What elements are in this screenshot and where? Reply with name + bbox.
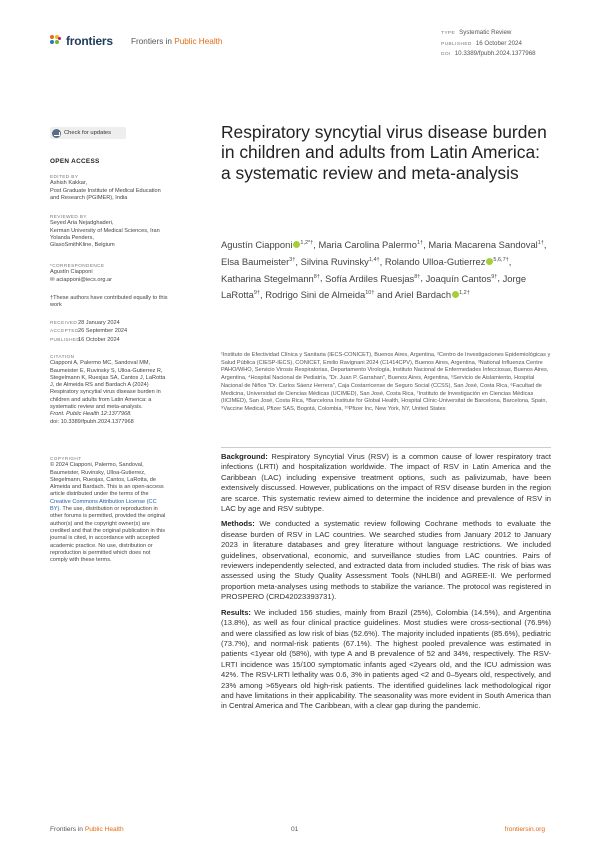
divider <box>221 447 551 448</box>
abstract <box>221 452 551 712</box>
author-affiliation-marks: 1,2*† <box>300 240 314 246</box>
meta-value[interactable]: 10.3389/fpubh.2024.1377968 <box>454 50 536 58</box>
frontiers-logo[interactable] <box>50 34 113 48</box>
author[interactable]: Sofía Ardiles Ruesjas$^{8\dagger}$ <box>325 272 421 284</box>
author-affiliation-marks: 10† <box>365 290 375 297</box>
date-key: RECEIVED <box>50 320 78 325</box>
abstract-section <box>221 519 551 602</box>
author-affiliation-marks: 3† <box>289 256 296 263</box>
author[interactable]: Silvina Ruvinsky$^{1,4\dagger}$ <box>300 255 380 267</box>
article-dates <box>50 319 168 344</box>
brand-name: frontiers <box>66 34 113 48</box>
open-access-label: OPEN ACCESS <box>50 158 100 165</box>
date-value: 16 October 2024 <box>78 336 120 343</box>
author-affiliation-marks: 1,2† <box>459 290 470 297</box>
author[interactable]: Jorge LaRotta$^{9\dagger}$ <box>221 272 527 301</box>
abstract-heading: Methods: <box>221 519 255 529</box>
author-affiliation-marks: 5,6,7† <box>493 256 509 263</box>
affiliations: ¹Instituto de Efectividad Clínica y Sanitaria (IECS-CONICET), Buenos Aires, Argentina, ²Centro de Investigaciones Epidemiológicas y Salud Pública (CIESP-IECS), CONICET, Emilio Ravignani 2024 (C1414CPV), Buenos Aires, Argentina, ³National Influenza Centre PAHO/WHO, Servicio Virosis Respiratorias, Departamento Virología, Instituto Nacional de Enfermedades Infecciosas, Buenos Aires, Argentina, ⁴Hospital Nacional de Pediatría, "Dr. Juan P. Garrahan", Buenos Aires, Argentina, ⁵Servicio de Aislamiento, Hospital Nacional de Niños "Dr. Carlos Sáenz Herrera", Caja Costarricense de Seguro Social (CCSS), San José, Costa Rica, ⁶Facultad de Medicina, Universidad de Ciencias Médicas (UCIMED), San José, Costa Rica, ⁷Instituto de Investigación en Ciencias Médicas (IICIMED), San José, Costa Rica, ⁸Barcelona Institute for Global Health, Hospital Clínic-Universitat de Barcelona, Barcelona, Spain, ⁹Vaccine Medical, Pfizer SAS, Bogotá, Colombia, ¹⁰Pfizer Inc, New York, NY, United States <box>221 352 551 412</box>
meta-row <box>441 39 536 50</box>
abstract-text: Respiratory Syncytial Virus (RSV) is a common cause of lower respiratory tract infections (LRTI) and hospitalization worldwide. The impact of RSV in Latin America and the Caribbean (LAC) including expensive treatment options, such as palivizumab, have been extensively discussed. However, publications on the impact of RSV disease burden in the region are scarce. This systematic review aimed to determine the incidence and prevalence of RSV in LAC by age and RSV subtype. <box>221 452 551 514</box>
author[interactable]: Joaquín Cantos$^{9\dagger}$ <box>425 272 498 284</box>
footer-site-link[interactable]: frontiersin.org <box>504 826 545 833</box>
correspondence: *CORRESPONDENCE Agustín Ciapponi ✉ aciapponi@iecs.org.ar <box>50 263 112 283</box>
author-affiliation-marks: 8† <box>414 273 421 280</box>
author-affiliation-marks: 8† <box>313 273 320 280</box>
edited-by: EDITED BY Ashish Kakkar, Post Graduate Institute of Medical Education and Research (PGIMER), India <box>50 174 161 201</box>
author-affiliation-marks: 1† <box>537 240 544 246</box>
abstract-section <box>221 452 551 514</box>
abstract-text: We included 156 studies, mainly from Brazil (25%), Colombia (14.5%), and Argentina (13.8%), as well as four clinical practice guidelines. Most studies were cross-sectional (76.9%) and were classified as low risk of bias (52.6%). The majority included inpatients (85.6%), pediatric (73.7%), and normal-risk patients (67.1%). The highest pooled prevalence was estimated in patients <1year old (58%), with type A and B prevalence of 52 and 34%, respectively. The RSV-LRTI incidence was 15/100 symptomatic infants aged <2years old, and the ICU admission was 42%. The RSV-LRTI lethality was 0.6, 3% in patients aged <2 and 0–5years old, respectively, and 23% among >65years old high-risk patients. The identified guidelines lack methodological rigor and have limitations in their applicability. The seasonality was more evident in South America than in Central America and The Caribbean, with a clear gap during the pandemic. <box>221 607 551 711</box>
citation: CITATION Ciapponi A, Palermo MC, Sandoval MM, Baumeister E, Ruvinsky S, Ulloa-Gutierrez R, Stegelmann K, Ruesjas SA, Cantos J, LaRotta J, de Almeida RS and Bardach A (2024) Respiratory syncytial virus disease burden in children and adults from Latin America: a systematic review and meta-analysis. Front. Public Health 12:1377968. doi: 10.3389/fpubh.2024.1377968 <box>50 354 166 425</box>
author[interactable]: Agustín Ciapponi $^{1,2*\dagger}$ <box>221 239 314 251</box>
equal-contribution-note: †These authors have contributed equally to this work <box>50 295 168 309</box>
author-affiliation-marks: 9† <box>253 290 260 297</box>
author[interactable]: Elsa Baumeister$^{3\dagger}$ <box>221 255 296 267</box>
page-number: 01 <box>291 826 299 833</box>
date-key: ACCEPTED <box>50 328 79 334</box>
date-value: 26 September 2024 <box>78 328 128 335</box>
author[interactable]: Katharina Stegelmann$^{8\dagger}$ <box>221 272 320 284</box>
abstract-heading: Background: <box>221 452 268 461</box>
check-updates-icon <box>52 129 61 138</box>
reviewed-by: REVIEWED BY Seyed Aria Nejadghaderi, Kerman University of Medical Sciences, Iran Yolanda Penders, GlaxoSmithKline, Belgium <box>50 214 160 249</box>
author-affiliation-marks: 1,4† <box>368 256 380 263</box>
author-list: Agustín Ciapponi $^{1,2*\dagger}$, Maria Carolina Palermo$^{1\dagger}$, Maria Macarena Sandoval$^{1\dagger}$, Elsa Baumeister$^{3\dagger}$, Silvina Ruvinsky$^{1,4\dagger}$, Rolando Ulloa-Gutierrez $^{5,6,7\dagger}$, Katharina Stegelmann$^{8\dagger}$, Sofía Ardiles Ruesjas$^{8\dagger}$, Joaquín Cantos$^{9\dagger}$, Jorge LaRotta$^{9\dagger}$, Rodrigo Sini de Almeida$^{10\dagger}$ and Ariel Bardach $^{1,2\dagger}$ <box>221 239 547 301</box>
author[interactable]: Maria Carolina Palermo$^{1\dagger}$ <box>318 239 424 251</box>
date-row <box>50 336 168 344</box>
abstract-heading: Results: <box>221 607 251 617</box>
frontiers-logo-icon <box>50 35 62 47</box>
author[interactable]: Rodrigo Sini de Almeida$^{10\dagger}$ <box>265 289 375 301</box>
date-row <box>50 327 168 335</box>
cc-by-license-link[interactable]: Creative Commons Attribution License (CC BY) <box>50 498 157 513</box>
abstract-section <box>221 608 551 712</box>
meta-key: TYPE <box>441 31 456 36</box>
meta-row <box>441 28 536 39</box>
meta-value: 16 October 2024 <box>475 39 522 47</box>
author-affiliation-marks: 9† <box>491 273 498 280</box>
abstract-text: We conducted a systematic review following Cochrane methods to evaluate the disease burden of RSV in LAC countries. We searched studies from January 2012 to January 2023 in literature databases and grey literature without language restrictions. We included guidelines, observational, economic, and surveillance studies from LAC countries. Pairs of reviewers independently selected, and extracted data from included studies. The risk of bias was assessed using the Study Quality Assessment Tools (NHLBI) and AGREE-II. We performed proportion meta-analyses using methods to stabilize the variance. The protocol was registered in PROSPERO (CRD42023393731). <box>221 519 551 602</box>
check-for-updates-button[interactable]: Check for updates <box>50 127 126 139</box>
date-value: 28 January 2024 <box>78 320 120 326</box>
footer-journal[interactable]: Frontiers in Public Health <box>50 826 124 833</box>
orcid-icon[interactable] <box>452 291 459 298</box>
meta-value: Systematic Review <box>459 29 512 36</box>
author-affiliation-marks: 1† <box>416 240 424 246</box>
journal-name[interactable]: Frontiers in Public Health <box>131 37 223 46</box>
article-meta <box>441 28 536 60</box>
copyright: COPYRIGHT © 2024 Ciapponi, Palermo, Sandoval, Baumeister, Ruvinsky, Ulloa-Gutierrez, Stegelmann, Ruesjas, Cantos, LaRotta, de Almeida and Bardach. This is an open-access article distributed under the terms of the Creative Commons Attribution License (CC BY). The use, distribution or reproduction in other forums is permitted, provided the original author(s) and the copyright owner(s) are credited and that the original publication in this journal is cited, in accordance with accepted academic practice. No use, distribution or reproduction is permitted which does not comply with these terms. <box>50 456 166 564</box>
author[interactable]: Maria Macarena Sandoval$^{1\dagger}$ <box>428 239 544 251</box>
meta-key: PUBLISHED <box>441 41 472 47</box>
author[interactable]: Rolando Ulloa-Gutierrez $^{5,6,7\dagger}$ <box>384 255 509 267</box>
author[interactable]: Ariel Bardach $^{1,2\dagger}$ <box>394 289 470 301</box>
date-key: PUBLISHED <box>50 336 81 342</box>
meta-key: DOI <box>441 52 451 58</box>
article-title: Respiratory syncytial virus disease burden in children and adults from Latin America: a systematic review and meta-analysis <box>221 122 547 183</box>
meta-row <box>441 49 536 60</box>
date-row <box>50 319 168 327</box>
